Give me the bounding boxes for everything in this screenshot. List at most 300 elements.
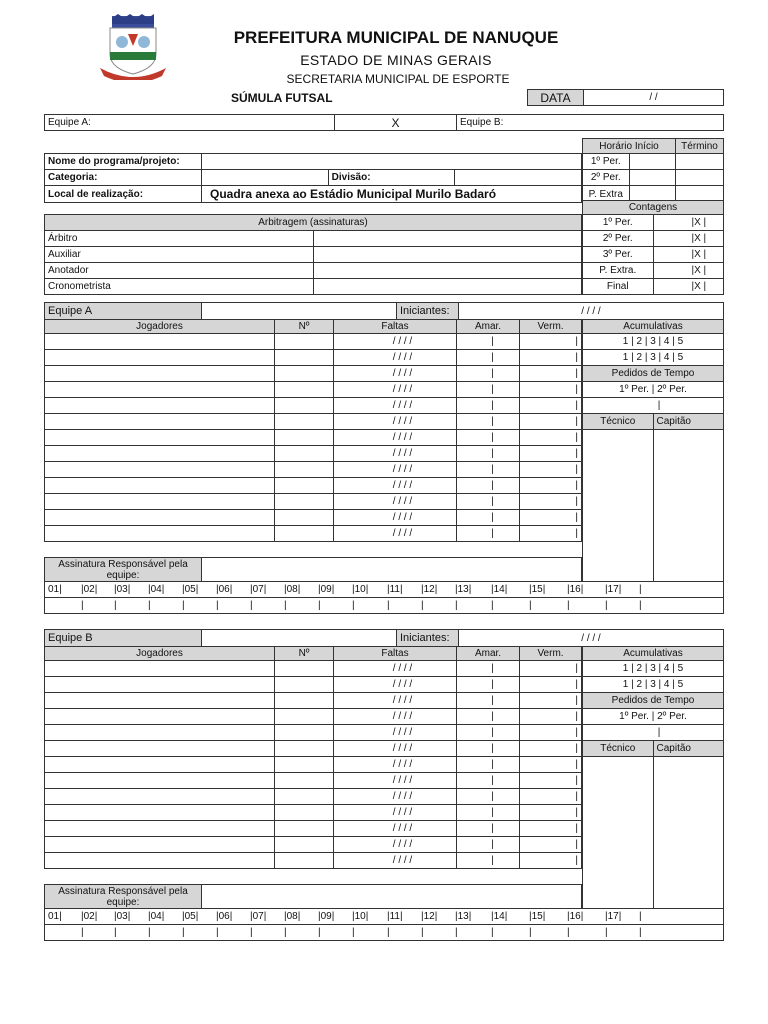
pedidos-row[interactable]: 1º Per. | 2º Per. (583, 382, 724, 398)
player-faltas-field[interactable]: / / / / (334, 741, 457, 757)
number-slot-mark[interactable]: | (455, 600, 458, 611)
iniciantes-label: Iniciantes: (397, 303, 459, 320)
player-number-label: |10| (352, 584, 369, 595)
player-amarelo-field[interactable]: | (457, 462, 520, 478)
col-vermelho: Verm. (520, 320, 582, 334)
player-vermelho-field[interactable]: | (520, 462, 582, 478)
assinatura-label: Assinatura Responsável pela equipe: (45, 558, 202, 582)
team-name: Equipe B (45, 630, 202, 647)
player-amarelo-field[interactable]: | (457, 414, 520, 430)
player-number-field[interactable] (275, 366, 334, 382)
player-number-field[interactable] (275, 805, 334, 821)
horario-table (582, 138, 724, 203)
capitao-signature[interactable] (653, 757, 724, 909)
player-name-field[interactable] (45, 478, 275, 494)
player-amarelo-field[interactable]: | (457, 821, 520, 837)
col-numero: Nº (275, 320, 334, 334)
player-number-label: |14| (491, 911, 508, 922)
player-name-field[interactable] (45, 334, 275, 350)
number-slot-mark[interactable]: | (182, 600, 185, 611)
player-number-label: |11| (387, 911, 403, 922)
player-vermelho-field[interactable]: | (520, 661, 582, 677)
player-number-label: |10| (352, 911, 369, 922)
player-number-label: |17| (605, 911, 622, 922)
player-number-field[interactable] (275, 741, 334, 757)
contagem-field[interactable]: |X | (653, 279, 724, 295)
player-name-field[interactable] (45, 350, 275, 366)
pedidos-divider: | (657, 727, 661, 738)
player-number-label: 01| (48, 584, 62, 595)
role-label: Árbitro (45, 231, 314, 247)
player-name-field[interactable] (45, 725, 275, 741)
player-number-label: |12| (421, 584, 438, 595)
player-number-field[interactable] (275, 446, 334, 462)
municipal-crest-logo (96, 14, 170, 80)
pedidos-divider: | (657, 400, 661, 411)
tecnico-signature[interactable] (583, 430, 654, 582)
player-number-label: |05| (182, 584, 199, 595)
horario-termino-field[interactable] (676, 154, 724, 170)
player-faltas-field[interactable]: / / / / (334, 757, 457, 773)
acumulativas-row[interactable]: 1 | 2 | 3 | 4 | 5 (583, 350, 724, 366)
col-numero: Nº (275, 647, 334, 661)
player-name-field[interactable] (45, 414, 275, 430)
player-vermelho-field[interactable]: | (520, 494, 582, 510)
player-faltas-field[interactable]: / / / / (334, 837, 457, 853)
player-name-field[interactable] (45, 661, 275, 677)
form-title: SÚMULA FUTSAL (231, 91, 333, 105)
player-amarelo-field[interactable]: | (457, 430, 520, 446)
player-name-field[interactable] (45, 446, 275, 462)
player-name-field[interactable] (45, 709, 275, 725)
player-vermelho-field[interactable]: | (520, 677, 582, 693)
pedidos-field[interactable] (583, 398, 724, 414)
player-amarelo-field[interactable]: | (457, 494, 520, 510)
arbitragem-table (44, 214, 582, 295)
horario-inicio-field[interactable] (629, 154, 676, 170)
date-field[interactable]: / / (584, 90, 724, 106)
player-number-label: |15| (529, 584, 546, 595)
number-slot-mark[interactable]: | (639, 600, 642, 611)
pedidos-header: Pedidos de Tempo (583, 693, 724, 709)
tecnico-header: Técnico (583, 414, 654, 430)
player-amarelo-field[interactable]: | (457, 382, 520, 398)
player-amarelo-field[interactable]: | (457, 789, 520, 805)
number-slot-mark[interactable]: | (81, 600, 84, 611)
player-amarelo-field[interactable]: | (457, 350, 520, 366)
versus-mark: X (335, 115, 457, 131)
player-faltas-field[interactable]: / / / / (334, 693, 457, 709)
horario-inicio-field[interactable] (629, 170, 676, 186)
team-a-field[interactable]: Equipe A: (45, 115, 335, 131)
players-table (44, 319, 582, 542)
player-number-label: | (639, 911, 642, 922)
player-amarelo-field[interactable]: | (457, 677, 520, 693)
player-vermelho-field[interactable]: | (520, 398, 582, 414)
number-slot-mark[interactable]: | (605, 927, 608, 938)
player-faltas-field[interactable]: / / / / (334, 725, 457, 741)
number-slot-mark[interactable]: | (352, 927, 355, 938)
player-faltas-field[interactable]: / / / / (334, 398, 457, 414)
player-name-field[interactable] (45, 757, 275, 773)
player-number-label: |04| (148, 584, 165, 595)
date-box (527, 89, 724, 106)
number-slot-mark[interactable]: | (318, 927, 321, 938)
horario-termino-field[interactable] (676, 170, 724, 186)
player-number-field[interactable] (275, 677, 334, 693)
col-vermelho: Verm. (520, 647, 582, 661)
player-number-label: |09| (318, 584, 335, 595)
player-name-field[interactable] (45, 837, 275, 853)
player-faltas-field[interactable]: / / / / (334, 677, 457, 693)
col-amarelo: Amar. (457, 320, 520, 334)
player-name-field[interactable] (45, 853, 275, 869)
team-name: Equipe A (45, 303, 202, 320)
player-number-label: |06| (216, 584, 233, 595)
iniciantes-field[interactable]: / / / / (459, 630, 724, 647)
player-vermelho-field[interactable]: | (520, 446, 582, 462)
acumulativas-table (582, 646, 724, 909)
player-number-field[interactable] (275, 382, 334, 398)
contagens-header: Contagens (583, 201, 724, 215)
player-faltas-field[interactable]: / / / / (334, 526, 457, 542)
player-name-field[interactable] (45, 693, 275, 709)
player-amarelo-field[interactable]: | (457, 478, 520, 494)
divisao-label: Divisão: (328, 170, 455, 186)
number-slot-mark[interactable]: | (387, 600, 390, 611)
player-amarelo-field[interactable]: | (457, 773, 520, 789)
player-name-field[interactable] (45, 382, 275, 398)
player-number-field[interactable] (275, 414, 334, 430)
number-slot-mark[interactable]: | (352, 600, 355, 611)
signature-row (44, 557, 582, 582)
player-number-label: |08| (284, 584, 301, 595)
player-name-field[interactable] (45, 789, 275, 805)
divisao-field[interactable] (455, 170, 582, 186)
horario-period-label: 2º Per. (583, 170, 630, 186)
player-vermelho-field[interactable]: | (520, 709, 582, 725)
tecnico-signature[interactable] (583, 757, 654, 909)
team-name-field[interactable] (202, 303, 397, 320)
arbitragem-header: Arbitragem (assinaturas) (45, 215, 582, 231)
player-faltas-field[interactable]: / / / / (334, 478, 457, 494)
team-b-section (44, 629, 724, 941)
player-name-field[interactable] (45, 462, 275, 478)
assinatura-field[interactable] (202, 885, 582, 909)
contagem-label: Final (583, 279, 654, 295)
player-amarelo-field[interactable]: | (457, 757, 520, 773)
player-number-field[interactable] (275, 334, 334, 350)
player-vermelho-field[interactable]: | (520, 510, 582, 526)
player-amarelo-field[interactable]: | (457, 805, 520, 821)
acumulativas-row[interactable]: 1 | 2 | 3 | 4 | 5 (583, 334, 724, 350)
signature-field[interactable] (313, 247, 582, 263)
player-amarelo-field[interactable]: | (457, 526, 520, 542)
player-amarelo-field[interactable]: | (457, 510, 520, 526)
player-number-label: |14| (491, 584, 508, 595)
player-number-field[interactable] (275, 821, 334, 837)
number-slot-mark[interactable]: | (284, 600, 287, 611)
player-number-label: |02| (81, 911, 98, 922)
horario-inicio-header: Horário Início (583, 139, 676, 154)
contagem-field[interactable]: |X | (653, 247, 724, 263)
player-faltas-field[interactable]: / / / / (334, 382, 457, 398)
player-vermelho-field[interactable]: | (520, 382, 582, 398)
number-slot-mark[interactable]: | (250, 927, 253, 938)
local-value[interactable]: Quadra anexa ao Estádio Municipal Murilo Badaró (202, 186, 582, 203)
player-number-label: |07| (250, 911, 267, 922)
player-number-label: |03| (114, 911, 131, 922)
numbers-divider (45, 924, 723, 925)
number-slot-mark[interactable]: | (148, 600, 151, 611)
player-number-field[interactable] (275, 773, 334, 789)
player-number-label: |15| (529, 911, 546, 922)
capitao-header: Capitão (653, 741, 724, 757)
player-number-label: |13| (455, 584, 472, 595)
contagem-field[interactable]: |X | (653, 263, 724, 279)
player-faltas-field[interactable]: / / / / (334, 414, 457, 430)
date-label: DATA (528, 90, 584, 106)
player-number-label: |02| (81, 584, 98, 595)
player-number-field[interactable] (275, 350, 334, 366)
pedidos-row[interactable]: 1º Per. | 2º Per. (583, 709, 724, 725)
signature-field[interactable] (313, 279, 582, 295)
player-vermelho-field[interactable]: | (520, 334, 582, 350)
categoria-label: Categoria: (45, 170, 202, 186)
player-numbers-row (44, 908, 724, 941)
contagens-table (582, 200, 724, 295)
teams-row (44, 114, 724, 131)
player-faltas-field[interactable]: / / / / (334, 853, 457, 869)
player-number-field[interactable] (275, 757, 334, 773)
event-info-table (44, 153, 582, 203)
player-name-field[interactable] (45, 741, 275, 757)
player-name-field[interactable] (45, 494, 275, 510)
number-slot-mark[interactable]: | (114, 600, 117, 611)
player-number-label: |05| (182, 911, 199, 922)
number-slot-mark[interactable]: | (216, 927, 219, 938)
player-number-field[interactable] (275, 853, 334, 869)
numbers-divider (45, 597, 723, 598)
number-slot-mark[interactable]: | (318, 600, 321, 611)
player-faltas-field[interactable]: / / / / (334, 821, 457, 837)
player-number-field[interactable] (275, 837, 334, 853)
player-amarelo-field[interactable]: | (457, 446, 520, 462)
player-numbers-row (44, 581, 724, 614)
player-vermelho-field[interactable]: | (520, 430, 582, 446)
termino-header: Término (676, 139, 724, 154)
contagem-field[interactable]: |X | (653, 231, 724, 247)
number-slot-mark[interactable]: | (639, 927, 642, 938)
player-number-label: |04| (148, 911, 165, 922)
number-slot-mark[interactable]: | (81, 927, 84, 938)
player-number-field[interactable] (275, 430, 334, 446)
player-number-field[interactable] (275, 478, 334, 494)
col-amarelo: Amar. (457, 647, 520, 661)
player-amarelo-field[interactable]: | (457, 837, 520, 853)
player-name-field[interactable] (45, 677, 275, 693)
player-vermelho-field[interactable]: | (520, 414, 582, 430)
player-number-field[interactable] (275, 526, 334, 542)
player-faltas-field[interactable]: / / / / (334, 446, 457, 462)
role-label: Cronometrista (45, 279, 314, 295)
player-vermelho-field[interactable]: | (520, 725, 582, 741)
player-vermelho-field[interactable]: | (520, 821, 582, 837)
player-number-label: |06| (216, 911, 233, 922)
player-amarelo-field[interactable]: | (457, 334, 520, 350)
team-b-field[interactable]: Equipe B: (457, 115, 724, 131)
player-faltas-field[interactable]: / / / / (334, 366, 457, 382)
programa-field[interactable] (202, 154, 582, 170)
player-name-field[interactable] (45, 398, 275, 414)
player-number-field[interactable] (275, 693, 334, 709)
player-name-field[interactable] (45, 773, 275, 789)
player-faltas-field[interactable]: / / / / (334, 773, 457, 789)
acumulativas-row[interactable]: 1 | 2 | 3 | 4 | 5 (583, 661, 724, 677)
player-faltas-field[interactable]: / / / / (334, 709, 457, 725)
player-vermelho-field[interactable]: | (520, 789, 582, 805)
player-vermelho-field[interactable]: | (520, 350, 582, 366)
number-slot-mark[interactable]: | (250, 600, 253, 611)
number-slot-mark[interactable]: | (216, 600, 219, 611)
player-vermelho-field[interactable]: | (520, 478, 582, 494)
categoria-field[interactable] (202, 170, 329, 186)
col-faltas: Faltas (334, 647, 457, 661)
role-label: Auxiliar (45, 247, 314, 263)
player-vermelho-field[interactable]: | (520, 741, 582, 757)
player-vermelho-field[interactable]: | (520, 853, 582, 869)
player-name-field[interactable] (45, 821, 275, 837)
contagem-label: P. Extra. (583, 263, 654, 279)
player-number-field[interactable] (275, 789, 334, 805)
player-number-label: 01| (48, 911, 62, 922)
player-faltas-field[interactable]: / / / / (334, 334, 457, 350)
player-number-field[interactable] (275, 709, 334, 725)
contagem-label: 1º Per. (583, 215, 654, 231)
signature-field[interactable] (313, 231, 582, 247)
signature-field[interactable] (313, 263, 582, 279)
player-vermelho-field[interactable]: | (520, 757, 582, 773)
contagem-field[interactable]: |X | (653, 215, 724, 231)
team-header-row (44, 629, 724, 647)
player-number-label: |11| (387, 584, 403, 595)
player-number-label: |08| (284, 911, 301, 922)
player-amarelo-field[interactable]: | (457, 398, 520, 414)
player-faltas-field[interactable]: / / / / (334, 805, 457, 821)
number-slot-mark[interactable]: | (567, 927, 570, 938)
player-vermelho-field[interactable]: | (520, 526, 582, 542)
number-slot-mark[interactable]: | (605, 600, 608, 611)
number-slot-mark[interactable]: | (529, 600, 532, 611)
player-faltas-field[interactable]: / / / / (334, 789, 457, 805)
player-number-field[interactable] (275, 510, 334, 526)
player-number-label: |13| (455, 911, 472, 922)
number-slot-mark[interactable]: | (148, 927, 151, 938)
player-name-field[interactable] (45, 510, 275, 526)
player-amarelo-field[interactable]: | (457, 709, 520, 725)
player-faltas-field[interactable]: / / / / (334, 661, 457, 677)
contagem-label: 3º Per. (583, 247, 654, 263)
role-label: Anotador (45, 263, 314, 279)
player-faltas-field[interactable]: / / / / (334, 462, 457, 478)
number-slot-mark[interactable]: | (491, 600, 494, 611)
number-slot-mark[interactable]: | (114, 927, 117, 938)
player-amarelo-field[interactable]: | (457, 741, 520, 757)
player-number-field[interactable] (275, 398, 334, 414)
page-title: PREFEITURA MUNICIPAL DE NANUQUE (233, 28, 559, 47)
assinatura-field[interactable] (202, 558, 582, 582)
number-slot-mark[interactable]: | (567, 600, 570, 611)
player-vermelho-field[interactable]: | (520, 693, 582, 709)
secretaria-name: SECRETARIA MUNICIPAL DE ESPORTE (286, 72, 510, 86)
team-header-row (44, 302, 724, 320)
player-name-field[interactable] (45, 526, 275, 542)
player-faltas-field[interactable]: / / / / (334, 494, 457, 510)
col-jogadores: Jogadores (45, 647, 275, 661)
number-slot-mark[interactable]: | (421, 600, 424, 611)
player-name-field[interactable] (45, 366, 275, 382)
capitao-header: Capitão (653, 414, 724, 430)
number-slot-mark[interactable]: | (182, 927, 185, 938)
programa-label: Nome do programa/projeto: (45, 154, 202, 170)
player-amarelo-field[interactable]: | (457, 366, 520, 382)
player-faltas-field[interactable]: / / / / (334, 430, 457, 446)
col-faltas: Faltas (334, 320, 457, 334)
player-number-field[interactable] (275, 725, 334, 741)
players-table (44, 646, 582, 869)
acumulativas-row[interactable]: 1 | 2 | 3 | 4 | 5 (583, 677, 724, 693)
number-slot-mark[interactable]: | (529, 927, 532, 938)
player-number-label: |17| (605, 584, 622, 595)
player-number-label: | (639, 584, 642, 595)
iniciantes-field[interactable]: / / / / (459, 303, 724, 320)
signature-row (44, 884, 582, 909)
player-amarelo-field[interactable]: | (457, 725, 520, 741)
number-slot-mark[interactable]: | (387, 927, 390, 938)
team-name-field[interactable] (202, 630, 397, 647)
player-number-label: |09| (318, 911, 335, 922)
capitao-signature[interactable] (653, 430, 724, 582)
assinatura-label: Assinatura Responsável pela equipe: (45, 885, 202, 909)
player-vermelho-field[interactable]: | (520, 837, 582, 853)
player-amarelo-field[interactable]: | (457, 693, 520, 709)
acumulativas-header: Acumulativas (583, 647, 724, 661)
player-faltas-field[interactable]: / / / / (334, 350, 457, 366)
player-number-field[interactable] (275, 661, 334, 677)
player-vermelho-field[interactable]: | (520, 805, 582, 821)
number-slot-mark[interactable]: | (284, 927, 287, 938)
player-name-field[interactable] (45, 805, 275, 821)
player-vermelho-field[interactable]: | (520, 773, 582, 789)
player-faltas-field[interactable]: / / / / (334, 510, 457, 526)
pedidos-header: Pedidos de Tempo (583, 366, 724, 382)
col-jogadores: Jogadores (45, 320, 275, 334)
player-number-field[interactable] (275, 494, 334, 510)
number-slot-mark[interactable]: | (421, 927, 424, 938)
horario-period-label: P. Extra (583, 186, 630, 203)
player-vermelho-field[interactable]: | (520, 366, 582, 382)
player-number-field[interactable] (275, 462, 334, 478)
player-name-field[interactable] (45, 430, 275, 446)
number-slot-mark[interactable]: | (455, 927, 458, 938)
player-number-label: |16| (567, 911, 584, 922)
player-number-label: |12| (421, 911, 438, 922)
pedidos-field[interactable] (583, 725, 724, 741)
state-name: ESTADO DE MINAS GERAIS (300, 52, 492, 68)
player-amarelo-field[interactable]: | (457, 853, 520, 869)
player-amarelo-field[interactable]: | (457, 661, 520, 677)
number-slot-mark[interactable]: | (491, 927, 494, 938)
